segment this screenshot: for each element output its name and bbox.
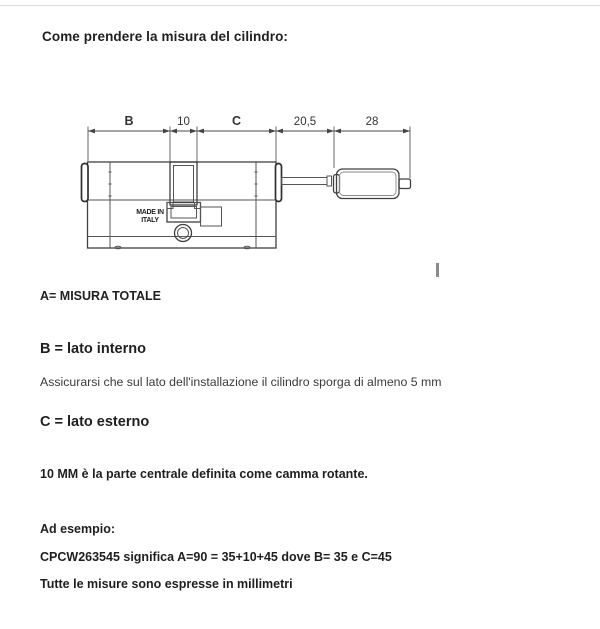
- knob-assembly: [282, 169, 411, 199]
- made-in-line1: MADE IN: [136, 209, 164, 216]
- units-note: Tutte le misure sono espresse in millimetri: [40, 577, 293, 591]
- example-formula: CPCW263545 significa A=90 = 35+10+45 dove B= 35 e C=45: [40, 550, 392, 564]
- measure-total-label: A= MISURA TOTALE: [40, 289, 161, 303]
- dimension-labels: [124, 114, 378, 128]
- made-in-italy-marking: [136, 209, 164, 224]
- made-in-line2: ITALY: [141, 217, 159, 224]
- cylinder-right-end-cap: [276, 164, 282, 202]
- pin-tick-marks: [109, 172, 258, 196]
- c-side-heading: C = lato esterno: [40, 414, 150, 430]
- cylinder-diagram: [0, 0, 600, 280]
- dim-label-cam: 10: [177, 116, 190, 128]
- knob-body: [337, 169, 400, 199]
- installation-note: Assicurarsi che sul lato dell'installazione il cilindro sporga di almeno 5 mm: [40, 375, 442, 389]
- spindle-rod: [282, 178, 328, 185]
- text-cursor-mark: [436, 263, 439, 277]
- dim-label-c: C: [231, 114, 242, 128]
- dim-label-b: B: [124, 114, 134, 128]
- dimension-extension-lines: [88, 127, 410, 179]
- rod-collar: [327, 176, 332, 186]
- cylinder-left-end-cap: [82, 164, 89, 202]
- page-title: Come prendere la misura del cilindro:: [42, 29, 289, 44]
- cam-definition-note: 10 MM è la parte centrale definita come camma rotante.: [40, 467, 368, 481]
- example-heading: Ad esempio:: [40, 522, 116, 536]
- code-plate: [201, 207, 222, 226]
- dimension-line: [88, 129, 410, 134]
- dim-label-knob: 28: [365, 116, 379, 128]
- b-side-heading: B = lato interno: [40, 341, 146, 357]
- knob-tip: [399, 179, 411, 189]
- rotating-cam: [167, 162, 222, 242]
- dim-label-rod: 20,5: [293, 116, 317, 128]
